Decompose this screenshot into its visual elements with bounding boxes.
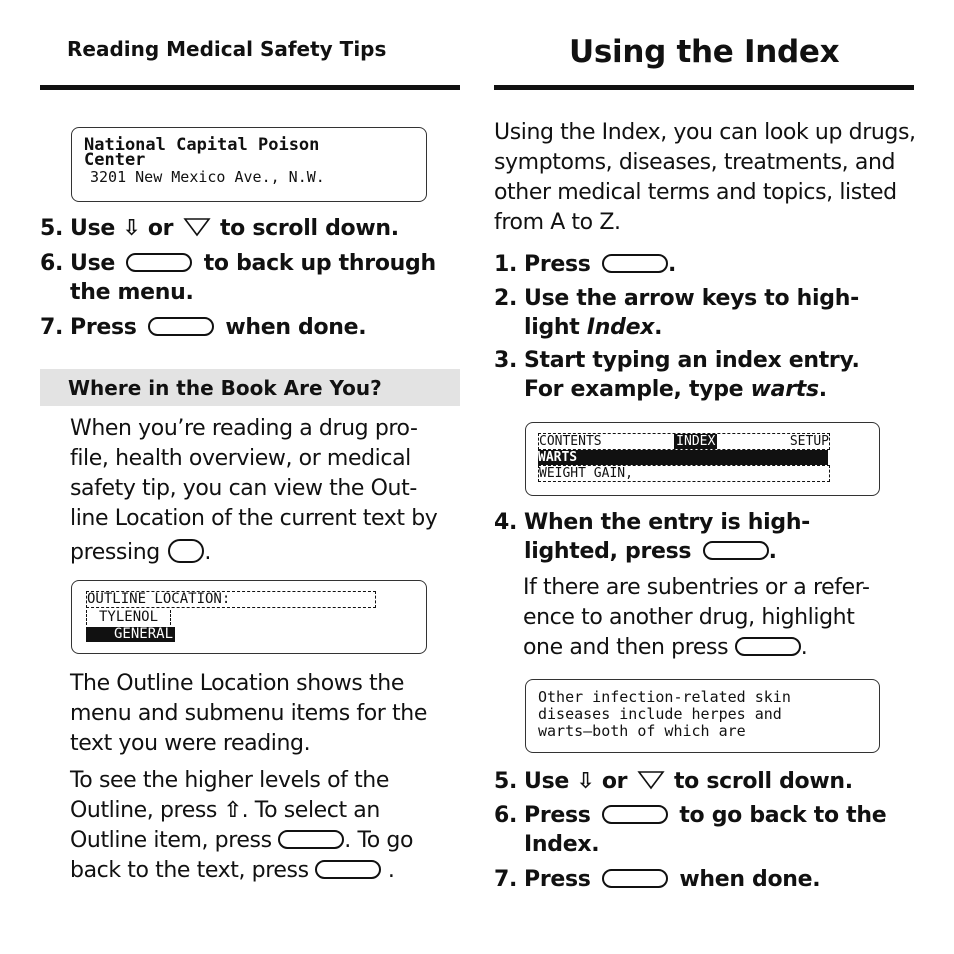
- header-rule-left: [40, 85, 460, 90]
- step-3-right: [494, 346, 924, 404]
- step-text: light: [524, 315, 580, 340]
- down-arrow-icon: ⇩: [576, 769, 595, 794]
- step-text: Use the arrow keys to high-: [524, 286, 859, 311]
- step-number: 1.: [494, 252, 518, 277]
- paragraph-where-in-book: [70, 414, 470, 568]
- text-fragment: pressing: [70, 540, 160, 565]
- text-fragment: Outline, press: [70, 798, 217, 823]
- menu-key-icon: [602, 254, 668, 273]
- text-line: from A to Z.: [494, 210, 621, 235]
- lcd-poison-center: [71, 127, 427, 202]
- enter-key-icon: [278, 830, 344, 849]
- step-text: to go back to the: [679, 803, 887, 828]
- step-number: 5.: [40, 216, 64, 241]
- menu-key-icon: [148, 317, 214, 336]
- step-text: Start typing an index entry.: [524, 348, 860, 373]
- step-text: When the entry is high-: [524, 510, 811, 535]
- step-7-right: [494, 865, 924, 894]
- header-rule-right: [494, 85, 914, 90]
- step-number: 7.: [494, 867, 518, 892]
- lcd-line: diseases include herpes and: [538, 705, 782, 723]
- step-number: 5.: [494, 769, 518, 794]
- step-5-left: [40, 214, 470, 243]
- text-fragment: .: [800, 635, 808, 660]
- step-text: the menu.: [70, 280, 194, 305]
- text-line: safety tip, you can view the Out-: [70, 476, 417, 501]
- text-fragment: . To select an: [241, 798, 380, 823]
- lcd-line: GENERAL: [86, 627, 175, 642]
- text-line: menu and submenu items for the: [70, 701, 427, 726]
- step-text: For example, type: [524, 377, 744, 402]
- step-5-right: [494, 767, 924, 796]
- lcd-tab-setup: SETUP: [789, 434, 829, 449]
- step-text: or: [147, 216, 174, 241]
- back-key-icon: [315, 860, 381, 879]
- step-text: when done.: [679, 867, 821, 892]
- enter-key-icon: [735, 637, 801, 656]
- section-heading: Where in the Book Are You?: [40, 369, 460, 406]
- text-fragment: . To go: [344, 828, 414, 853]
- back-key-icon: [602, 805, 668, 824]
- text-fragment: .: [204, 540, 211, 565]
- text-fragment: one and then press: [523, 635, 729, 660]
- step-number: 3.: [494, 348, 518, 373]
- step-text: Press: [524, 803, 591, 828]
- lcd-line: TYLENOL: [86, 610, 171, 625]
- text-fragment: Outline item, press: [70, 828, 272, 853]
- running-head: Reading Medical Safety Tips: [67, 37, 387, 61]
- step-2-right: [494, 284, 924, 342]
- lcd-line: OUTLINE LOCATION:: [86, 591, 376, 608]
- text-line: When you’re reading a drug pro-: [70, 416, 418, 441]
- text-line: ence to another drug, highlight: [523, 605, 855, 630]
- lcd-tab-index: INDEX: [676, 434, 716, 449]
- step-text: Press: [524, 252, 591, 277]
- step-text: when done.: [225, 315, 367, 340]
- lcd-tab-contents: CONTENTS: [539, 434, 602, 449]
- step-text: .: [768, 539, 777, 564]
- paragraph-higher-levels: [70, 766, 470, 886]
- step-number: 6.: [494, 803, 518, 828]
- step-text: .: [654, 315, 663, 340]
- down-arrow-icon: ⇩: [122, 216, 141, 241]
- lcd-line: Other infection-related skin: [538, 688, 791, 706]
- text-line: To see the higher levels of the: [70, 768, 389, 793]
- step-text: warts: [750, 377, 819, 402]
- step-text: Index.: [524, 832, 600, 857]
- lcd-warts-entry: [525, 679, 880, 753]
- text-line: file, health overview, or medical: [70, 446, 411, 471]
- menu-key-icon: [602, 869, 668, 888]
- step-7-left: [40, 313, 470, 342]
- step-6-right: [494, 801, 924, 859]
- step-number: 7.: [40, 315, 64, 340]
- step-6-left: [40, 249, 470, 307]
- lcd-line: WARTS: [538, 450, 828, 465]
- step-text: lighted, press: [524, 539, 692, 564]
- step-4-right: [494, 508, 924, 566]
- step-text: to back up through: [203, 251, 436, 276]
- step-number: 4.: [494, 510, 518, 535]
- text-line: The Outline Location shows the: [70, 671, 404, 696]
- step-text: to scroll down.: [673, 769, 853, 794]
- lcd-menu-bar: [538, 433, 830, 450]
- lcd-line: WEIGHT GAIN,: [538, 465, 830, 482]
- step-text: or: [601, 769, 628, 794]
- step-text: Index: [586, 315, 655, 340]
- paragraph-intro: [494, 118, 924, 238]
- lcd-outline-location: [71, 580, 427, 654]
- text-line: line Location of the current text by: [70, 506, 438, 531]
- step-text: Use: [524, 769, 569, 794]
- text-line: other medical terms and topics, listed: [494, 180, 897, 205]
- step-number: 2.: [494, 286, 518, 311]
- step-number: 6.: [40, 251, 64, 276]
- down-triangle-key-icon: [183, 217, 211, 237]
- step-1-right: [494, 250, 924, 279]
- step-text: Use: [70, 251, 115, 276]
- step-text: Press: [524, 867, 591, 892]
- up-arrow-icon: ⇧: [223, 798, 242, 823]
- lcd-line: Center: [84, 150, 146, 170]
- lcd-index: [525, 422, 880, 496]
- lcd-line: warts—both of which are: [538, 722, 746, 740]
- outline-key-icon: [168, 539, 204, 563]
- lcd-line: National Capital Poison: [84, 135, 320, 155]
- step-text: Press: [70, 315, 137, 340]
- text-line: Using the Index, you can look up drugs,: [494, 120, 916, 145]
- step-text: .: [818, 377, 827, 402]
- text-line: If there are subentries or a refer-: [523, 575, 870, 600]
- paragraph-subentries: [523, 573, 923, 663]
- back-key-icon: [126, 253, 192, 272]
- step-text: .: [667, 252, 677, 277]
- text-line: text you were reading.: [70, 731, 311, 756]
- page-title: Using the Index: [569, 34, 840, 70]
- text-fragment: back to the text, press: [70, 858, 309, 883]
- down-triangle-key-icon: [637, 770, 665, 790]
- step-text: Use: [70, 216, 115, 241]
- paragraph-outline-location: [70, 669, 470, 759]
- enter-key-icon: [703, 541, 769, 560]
- text-fragment: .: [387, 858, 395, 883]
- step-text: to scroll down.: [219, 216, 399, 241]
- text-line: symptoms, diseases, treatments, and: [494, 150, 896, 175]
- lcd-line: 3201 New Mexico Ave., N.W.: [90, 168, 325, 186]
